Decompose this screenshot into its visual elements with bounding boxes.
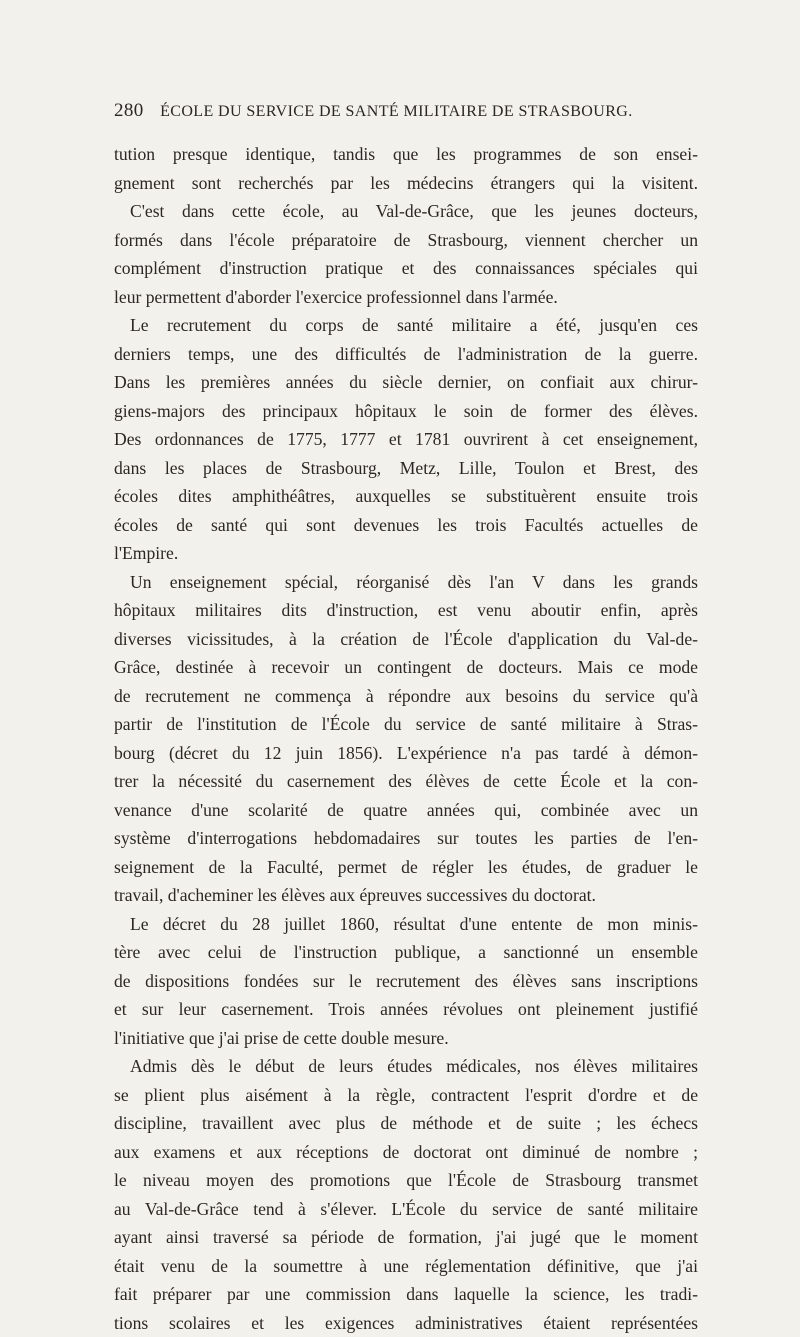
text-line: derniers temps, une des difficultés de l'administration de la guerre. [114,340,698,369]
text-line: venance d'une scolarité de quatre années qui, combinée avec un [114,796,698,825]
text-line: Grâce, destinée à recevoir un contingent de docteurs. Mais ce mode [114,653,698,682]
text-line: fait préparer par une commission dans laquelle la science, les tradi- [114,1280,698,1309]
text-line: tère avec celui de l'instruction publique, a sanctionné un ensemble [114,938,698,967]
text-line: hôpitaux militaires dits d'instruction, est venu aboutir enfin, après [114,596,698,625]
text-line: Admis dès le début de leurs études médicales, nos élèves militaires [114,1052,698,1081]
text-line: écoles dites amphithéâtres, auxquelles se substituèrent ensuite trois [114,482,698,511]
text-line: trer la nécessité du casernement des élèves de cette École et la con- [114,767,698,796]
text-line: le niveau moyen des promotions que l'École de Strasbourg transmet [114,1166,698,1195]
text-line: écoles de santé qui sont devenues les trois Facultés actuelles de [114,511,698,540]
text-line: gnement sont recherchés par les médecins étrangers qui la visitent. [114,169,698,198]
text-line: au Val-de-Grâce tend à s'élever. L'École du service de santé militaire [114,1195,698,1224]
text-line: se plient plus aisément à la règle, contractent l'esprit d'ordre et de [114,1081,698,1110]
text-line: giens-majors des principaux hôpitaux le soin de former des élèves. [114,397,698,426]
text-line: leur permettent d'aborder l'exercice professionnel dans l'armée. [114,283,698,312]
text-line: Le recrutement du corps de santé militaire a été, jusqu'en ces [114,311,698,340]
body-text [114,140,698,1337]
text-line: de recrutement ne commença à répondre aux besoins du service qu'à [114,682,698,711]
text-line: était venu de la soumettre à une réglementation définitive, que j'ai [114,1252,698,1281]
text-line: Un enseignement spécial, réorganisé dès l'an V dans les grands [114,568,698,597]
text-line: tions scolaires et les exigences administratives étaient représentées [114,1309,698,1337]
text-line: de dispositions fondées sur le recrutement des élèves sans inscriptions [114,967,698,996]
text-line: l'Empire. [114,539,698,568]
page-number: 280 [114,100,144,121]
text-line: système d'interrogations hebdomadaires sur toutes les parties de l'en- [114,824,698,853]
text-line: seignement de la Faculté, permet de régler les études, de graduer le [114,853,698,882]
text-line: tution presque identique, tandis que les programmes de son ensei- [114,140,698,169]
text-line: C'est dans cette école, au Val-de-Grâce, que les jeunes docteurs, [114,197,698,226]
text-line: diverses vicissitudes, à la création de l'École d'application du Val-de- [114,625,698,654]
text-line: dans les places de Strasbourg, Metz, Lille, Toulon et Brest, des [114,454,698,483]
text-line: aux examens et aux réceptions de doctorat ont diminué de nombre ; [114,1138,698,1167]
text-line: formés dans l'école préparatoire de Strasbourg, viennent chercher un [114,226,698,255]
header-title: ÉCOLE DU SERVICE DE SANTÉ MILITAIRE DE STRASBOURG. [160,103,633,120]
running-header [114,100,696,122]
text-line: Dans les premières années du siècle dernier, on confiait aux chirur- [114,368,698,397]
text-line: Des ordonnances de 1775, 1777 et 1781 ouvrirent à cet enseignement, [114,425,698,454]
text-line: bourg (décret du 12 juin 1856). L'expérience n'a pas tardé à démon- [114,739,698,768]
text-line: ayant ainsi traversé sa période de formation, j'ai jugé que le moment [114,1223,698,1252]
text-line: l'initiative que j'ai prise de cette double mesure. [114,1024,698,1053]
text-line: Le décret du 28 juillet 1860, résultat d'une entente de mon minis- [114,910,698,939]
text-line: et sur leur casernement. Trois années révolues ont pleinement justifié [114,995,698,1024]
text-line: discipline, travaillent avec plus de méthode et de suite ; les échecs [114,1109,698,1138]
text-line: travail, d'acheminer les élèves aux épreuves successives du doctorat. [114,881,698,910]
text-line: complément d'instruction pratique et des connaissances spéciales qui [114,254,698,283]
text-line: partir de l'institution de l'École du service de santé militaire à Stras- [114,710,698,739]
